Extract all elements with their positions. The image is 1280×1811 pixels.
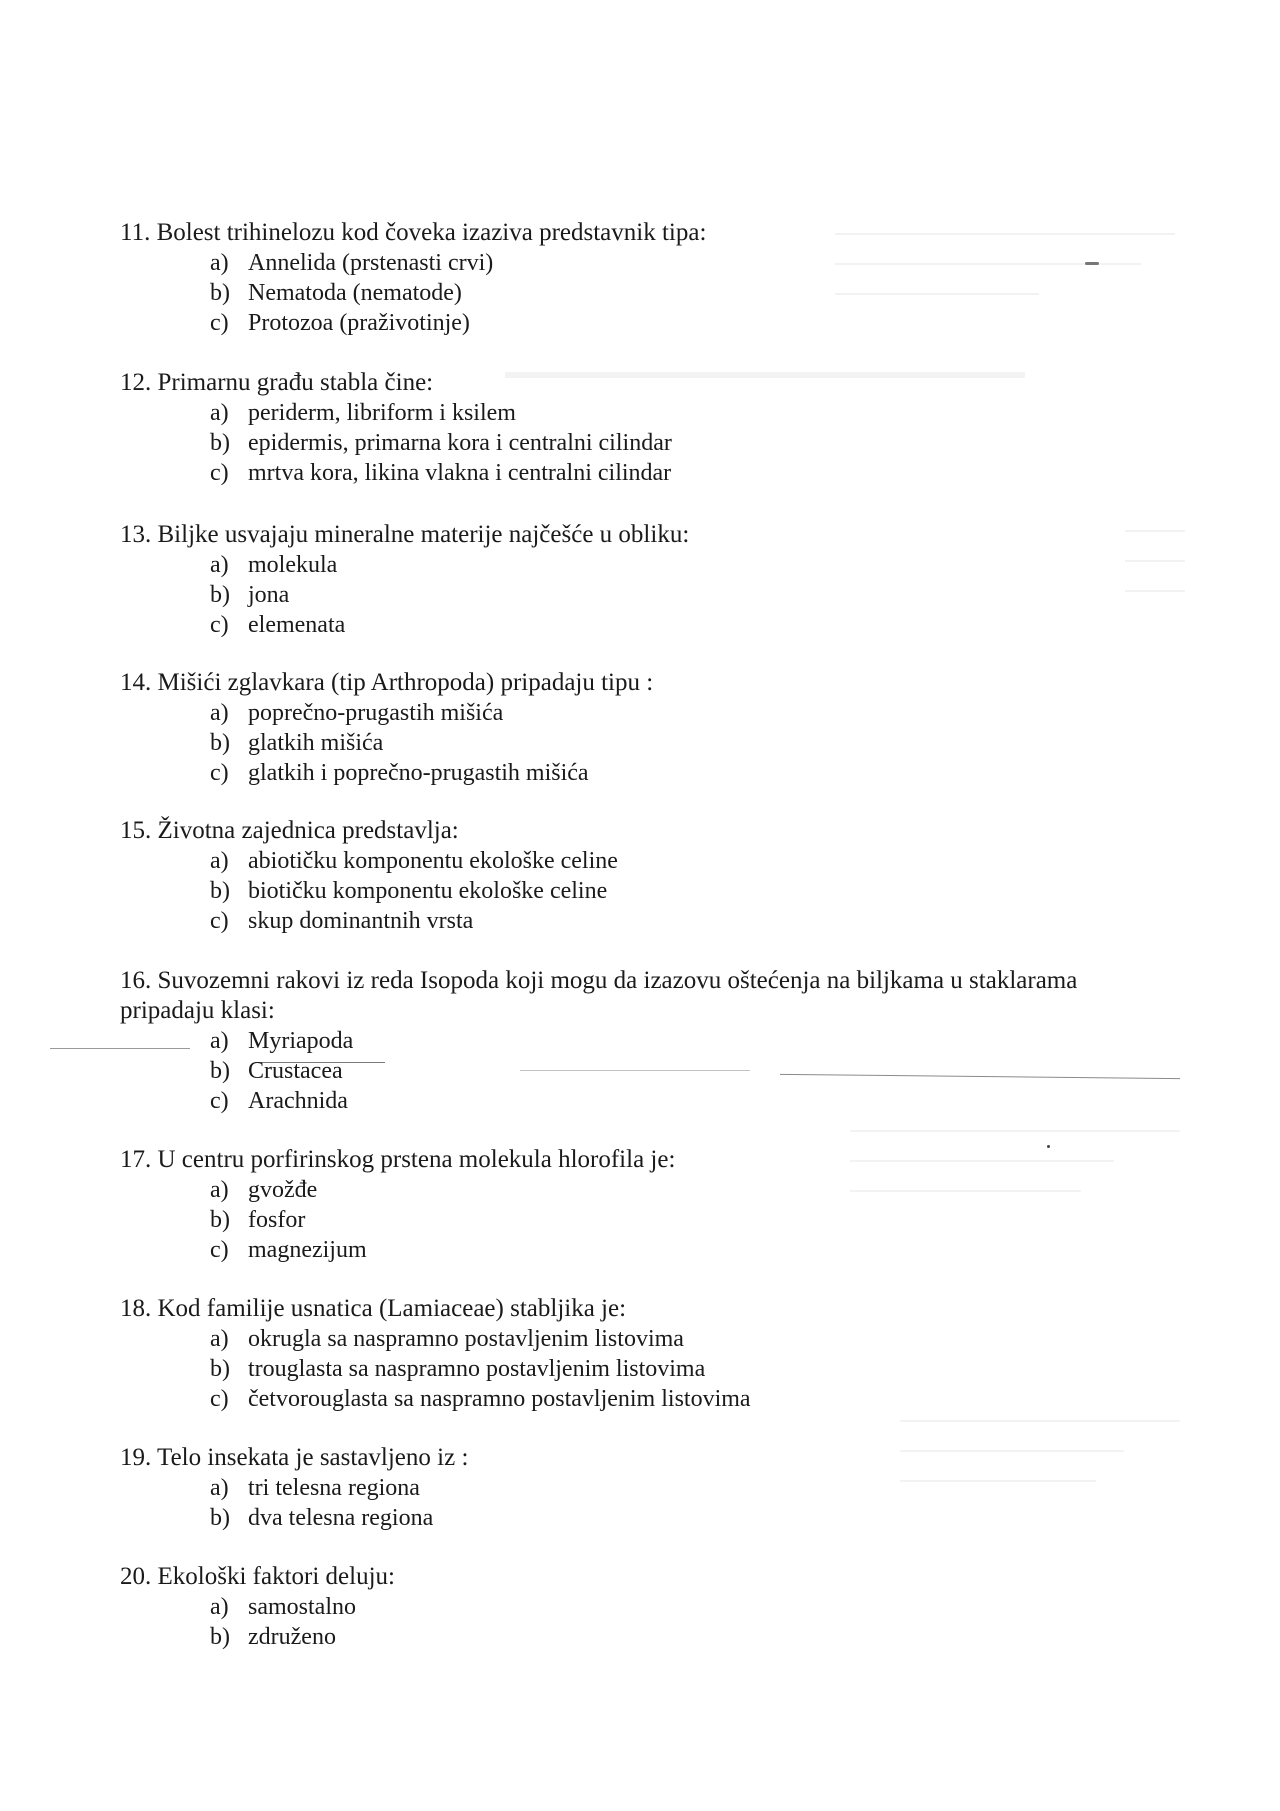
option-text: samostalno <box>248 1594 356 1620</box>
option-text: Crustacea <box>248 1058 343 1084</box>
question-15 <box>120 816 1100 936</box>
option-letter: a) <box>210 400 229 426</box>
option-text: glatkih mišića <box>248 730 384 756</box>
question-19 <box>120 1443 1100 1533</box>
answer-option <box>120 1592 1100 1622</box>
answer-option <box>120 398 1100 428</box>
question-stem: 16. Suvozemni rakovi iz reda Isopoda koji mogu da izazovu oštećenja na biljkama u staklarama pripadaju klasi: <box>120 967 1078 1024</box>
answer-option <box>120 1056 1100 1086</box>
option-text: Protozoa (praživotinje) <box>248 310 470 336</box>
option-text: poprečno-prugastih mišića <box>248 700 504 726</box>
answer-options <box>120 248 1100 338</box>
answer-option <box>120 876 1100 906</box>
option-text: periderm, libriform i ksilem <box>248 400 516 426</box>
option-letter: b) <box>210 280 230 306</box>
question-stem: 19. Telo insekata je sastavljeno iz : <box>120 1444 469 1471</box>
option-text: fosfor <box>248 1207 306 1233</box>
answer-option <box>120 428 1100 458</box>
question-stem: 15. Životna zajednica predstavlja: <box>120 817 459 844</box>
answer-option <box>120 906 1100 936</box>
option-letter: a) <box>210 700 229 726</box>
question-stem: 17. U centru porfirinskog prstena molekula hlorofila je: <box>120 1146 676 1173</box>
question-18 <box>120 1294 1100 1414</box>
option-text: dva telesna regiona <box>248 1505 434 1531</box>
option-letter: c) <box>210 760 229 786</box>
answer-option <box>120 308 1100 338</box>
question-17 <box>120 1145 1100 1265</box>
option-text: mrtva kora, likina vlakna i centralni cilindar <box>248 460 672 486</box>
question-20 <box>120 1562 1100 1652</box>
option-text: abiotičku komponentu ekološke celine <box>248 848 618 874</box>
answer-options <box>120 550 1100 640</box>
option-letter: a) <box>210 552 229 578</box>
option-letter: a) <box>210 1326 229 1352</box>
answer-option <box>120 580 1100 610</box>
question-stem: 18. Kod familije usnatica (Lamiaceae) stabljika je: <box>120 1295 627 1322</box>
answer-option <box>120 1622 1100 1652</box>
answer-option <box>120 1205 1100 1235</box>
answer-option <box>120 610 1100 640</box>
answer-option <box>120 728 1100 758</box>
option-text: jona <box>248 582 290 608</box>
option-text: elemenata <box>248 612 346 638</box>
option-letter: c) <box>210 612 229 638</box>
option-text: združeno <box>248 1624 336 1650</box>
option-text: biotičku komponentu ekološke celine <box>248 878 608 904</box>
question-12 <box>120 368 1100 488</box>
option-text: epidermis, primarna kora i centralni cilindar <box>248 430 672 456</box>
option-text: Myriapoda <box>248 1028 354 1054</box>
option-text: tri telesna regiona <box>248 1475 420 1501</box>
option-letter: c) <box>210 908 229 934</box>
answer-option <box>120 846 1100 876</box>
answer-option <box>120 1235 1100 1265</box>
question-13 <box>120 520 1100 640</box>
option-text: molekula <box>248 552 338 578</box>
option-letter: b) <box>210 430 230 456</box>
option-letter: b) <box>210 1058 230 1084</box>
option-text: Annelida (prstenasti crvi) <box>248 250 494 276</box>
answer-options <box>120 698 1100 788</box>
option-letter: a) <box>210 250 229 276</box>
answer-option <box>120 1175 1100 1205</box>
option-letter: b) <box>210 878 230 904</box>
question-16 <box>120 966 1100 1116</box>
option-letter: b) <box>210 730 230 756</box>
option-text: Nematoda (nematode) <box>248 280 462 306</box>
question-11 <box>120 218 1100 338</box>
question-stem: 11. Bolest trihinelozu kod čoveka izaziva predstavnik tipa: <box>120 219 707 246</box>
option-letter: c) <box>210 460 229 486</box>
answer-option <box>120 1384 1100 1414</box>
option-letter: a) <box>210 848 229 874</box>
option-text: gvožđe <box>248 1177 318 1203</box>
answer-options <box>120 1592 1100 1652</box>
answer-option <box>120 758 1100 788</box>
answer-options <box>120 846 1100 936</box>
answer-option <box>120 458 1100 488</box>
answer-options <box>120 1473 1100 1533</box>
answer-option <box>120 1354 1100 1384</box>
answer-option <box>120 698 1100 728</box>
answer-option <box>120 1324 1100 1354</box>
answer-option <box>120 1503 1100 1533</box>
option-text: Arachnida <box>248 1088 348 1114</box>
option-letter: b) <box>210 1356 230 1382</box>
answer-options <box>120 1026 1100 1116</box>
answer-option <box>120 550 1100 580</box>
answer-options <box>120 1175 1100 1265</box>
option-letter: c) <box>210 1237 229 1263</box>
option-text: magnezijum <box>248 1237 367 1263</box>
question-stem: 13. Biljke usvajaju mineralne materije najčešće u obliku: <box>120 521 690 548</box>
option-text: okrugla sa naspramno postavljenim listovima <box>248 1326 684 1352</box>
option-letter: a) <box>210 1594 229 1620</box>
answer-option <box>120 1026 1100 1056</box>
option-text: glatkih i poprečno-prugastih mišića <box>248 760 589 786</box>
option-letter: b) <box>210 1505 230 1531</box>
question-stem: 14. Mišići zglavkara (tip Arthropoda) pripadaju tipu : <box>120 669 654 696</box>
question-stem: 12. Primarnu građu stabla čine: <box>120 369 434 396</box>
option-letter: c) <box>210 1386 229 1412</box>
question-14 <box>120 668 1100 788</box>
option-letter: a) <box>210 1028 229 1054</box>
answer-option <box>120 1473 1100 1503</box>
option-letter: b) <box>210 582 230 608</box>
option-letter: a) <box>210 1475 229 1501</box>
answer-option <box>120 1086 1100 1116</box>
answer-options <box>120 1324 1100 1414</box>
option-letter: c) <box>210 1088 229 1114</box>
question-stem: 20. Ekološki faktori deluju: <box>120 1563 395 1590</box>
answer-option <box>120 278 1100 308</box>
option-letter: c) <box>210 310 229 336</box>
option-text: četvorouglasta sa naspramno postavljenim listovima <box>248 1386 751 1412</box>
option-letter: a) <box>210 1177 229 1203</box>
option-letter: b) <box>210 1624 230 1650</box>
bleed-through-block-1 <box>1125 530 1185 630</box>
option-text: skup dominantnih vrsta <box>248 908 474 934</box>
option-text: trouglasta sa naspramno postavljenim listovima <box>248 1356 706 1382</box>
answer-option <box>120 248 1100 278</box>
answer-options <box>120 398 1100 488</box>
option-letter: b) <box>210 1207 230 1233</box>
